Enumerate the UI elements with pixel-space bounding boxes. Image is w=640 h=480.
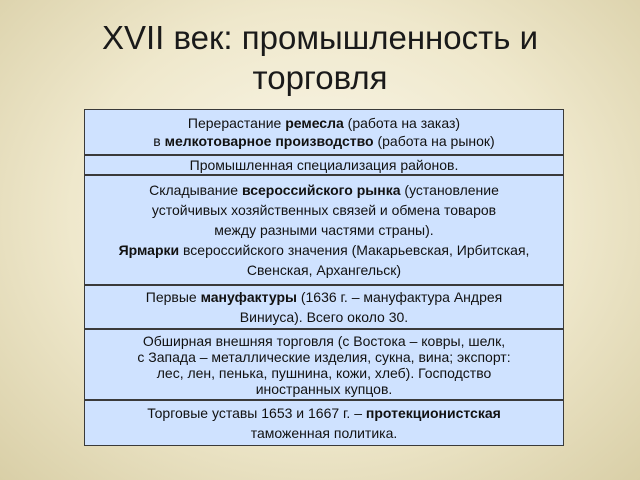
box-market-line-4 [89, 240, 559, 260]
box-trade-line-4: иностранных купцов. [255, 380, 393, 397]
box-charters-bold: протекционистская [365, 405, 501, 421]
box-charters-line-1 [89, 403, 559, 423]
box-market-bold-market: всероссийского рынка [241, 182, 401, 198]
box-crafts-text-a: Перерастание [187, 115, 286, 131]
title-line-1: XVII век: промышленность и [101, 19, 539, 56]
box-manufactures [84, 285, 564, 329]
box-market-line-1 [89, 180, 559, 200]
box-charters-text-a: Торговые уставы 1653 и 1667 г. – [147, 405, 366, 421]
box-crafts-text-d: в [153, 133, 165, 149]
box-market-line-2: устойчивых хозяйственных связей и обмена товаров [151, 202, 497, 218]
box-trade-line-1: Обширная внешняя торговля (с Востока – ковры, шелк, [142, 332, 506, 349]
title-line-2: торговля [252, 59, 388, 96]
box-trade [84, 329, 564, 400]
box-market [84, 175, 564, 285]
box-crafts-bold-production: мелкотоварное производство [164, 133, 374, 149]
box-manufactures-bold: мануфактуры [200, 289, 297, 305]
box-trade-line-3: лес, лен, пенька, пушнина, кожи, хлеб). Господство [156, 364, 492, 381]
box-trade-line-2: с Запада – металлические изделия, сукна, вина; экспорт: [137, 348, 511, 365]
box-manufactures-text-a: Первые [145, 289, 201, 305]
box-specialization [84, 155, 564, 175]
box-crafts-line-2 [89, 132, 559, 150]
box-market-line-5: Свенская, Архангельск) [246, 262, 402, 278]
box-crafts [84, 109, 564, 155]
box-market-text-a: Складывание [149, 182, 242, 198]
box-specialization-text: Промышленная специализация районов. [189, 157, 459, 173]
box-manufactures-line-2: Виниуса). Всего около 30. [239, 309, 409, 325]
box-charters-line-2: таможенная политика. [250, 425, 398, 441]
box-crafts-text-e: (работа на рынок) [373, 133, 495, 149]
box-crafts-text-c: (работа на заказ) [343, 115, 461, 131]
box-manufactures-line-1 [89, 287, 559, 307]
box-market-text-c: (установление [400, 182, 499, 198]
box-market-line-3: между разными частями страны). [214, 222, 434, 238]
box-market-bold-fairs: Ярмарки [118, 242, 180, 258]
box-manufactures-text-c: (1636 г. – мануфактура Андрея [296, 289, 503, 305]
box-charters [84, 400, 564, 446]
slide-title [40, 18, 600, 98]
box-crafts-bold-crafts: ремесла [285, 115, 344, 131]
box-crafts-line-1 [89, 114, 559, 132]
box-market-text-fairs: всероссийского значения (Макарьевская, Ирбитская, [179, 242, 530, 258]
